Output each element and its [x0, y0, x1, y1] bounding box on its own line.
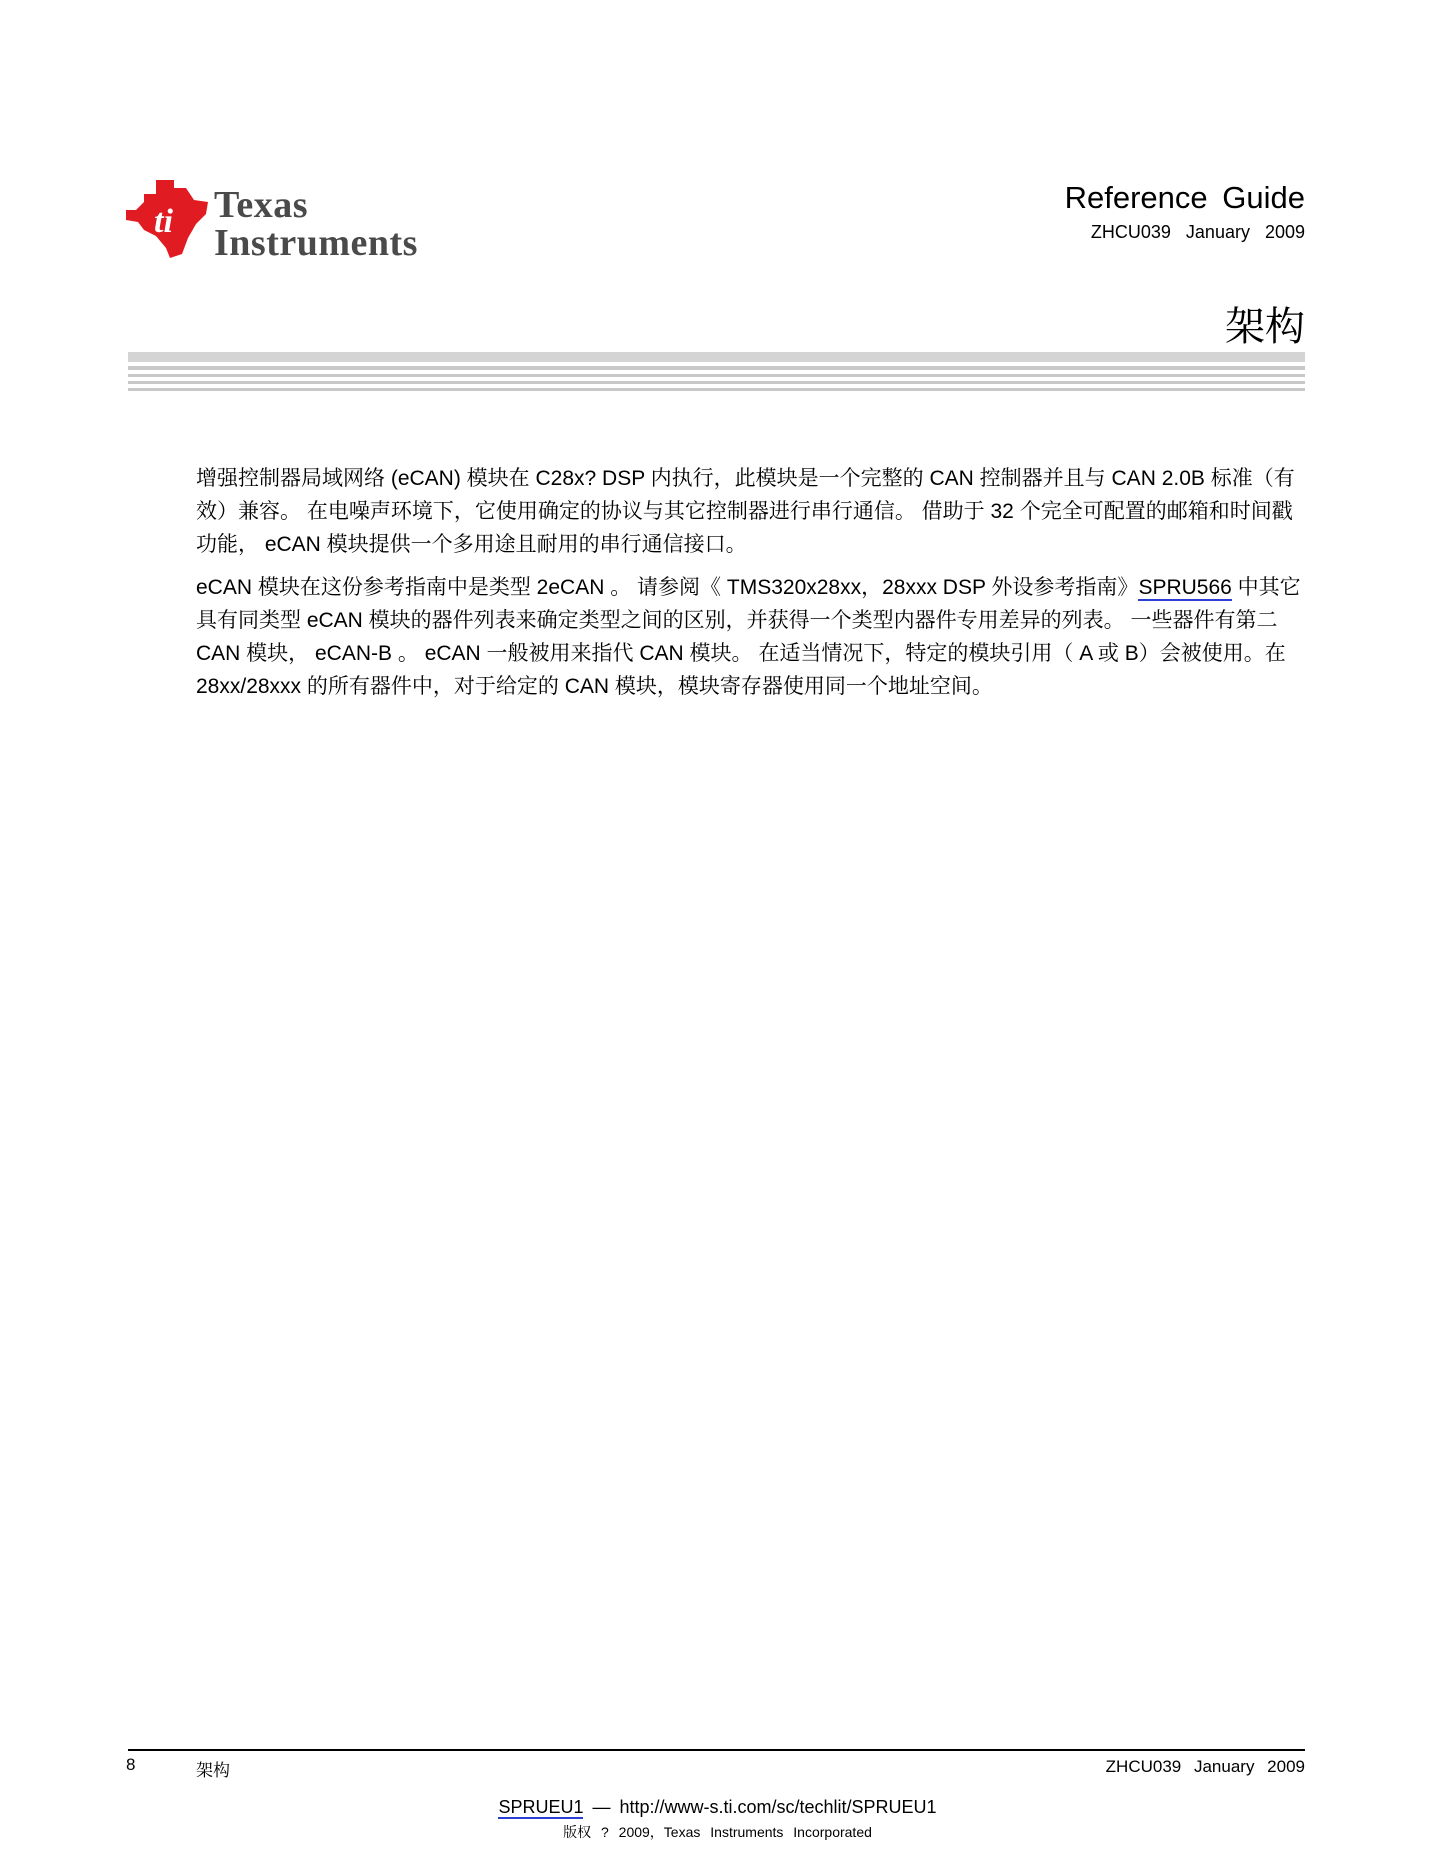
header-rule [128, 352, 1305, 392]
paragraph-text: 中其它具有同类型 eCAN 模块的器件列表来确定类型之间的区别，并获得一个类型内器件专用差异的列表。 一些器件有第二 CAN 模块， eCAN-B 。 eCAN 一般被用来指代 CAN 模块。 在适当情况下，特定的模块引用（ A 或 B）会被使用。在 28xx/28xxx 的所有器件中，对于给定的 CAN 模块，模块寄存器使用同一个地址空间。 [196, 576, 1301, 698]
logo-line1: Texas [214, 184, 309, 226]
logo-wordmark [214, 186, 418, 262]
body-text [196, 462, 1304, 713]
ti-logo [126, 180, 496, 270]
paragraph [196, 571, 1304, 703]
document-type: Reference Guide [1064, 180, 1305, 215]
paragraph-text: eCAN 模块在这份参考指南中是类型 2eCAN 。 请参阅《 TMS320x28xx，28xxx DSP 外设参考指南》 [196, 576, 1139, 599]
footer-document-id: ZHCU039 January 2009 [1105, 1757, 1305, 1776]
page-title: 架构 [1225, 304, 1305, 350]
spru566-link[interactable]: SPRU566 [1138, 576, 1232, 599]
sprueu1-link[interactable]: SPRUEU1 [498, 1797, 584, 1817]
copyright: 版权 ? 2009，Texas Instruments Incorporated [563, 1824, 872, 1840]
page-number: 8 [126, 1755, 136, 1774]
footer-section: 架构 [196, 1761, 230, 1780]
paragraph: 增强控制器局域网络 (eCAN) 模块在 C28x? DSP 内执行，此模块是一个完整的 CAN 控制器并且与 CAN 2.0B 标准（有效）兼容。 在电噪声环境下，它使用确定的协议与其它控制器进行串行通信。 借助于 32 个完全可配置的邮箱和时间戳功能， eCAN 模块提供一个多用途且耐用的串行通信接口。 [196, 467, 1295, 556]
footer-url: — http://www-s.ti.com/sc/techlit/SPRUEU1 [583, 1797, 937, 1817]
footer-rule [128, 1749, 1305, 1751]
logo-line2: Instruments [214, 222, 418, 264]
footer-url-line [0, 1797, 1435, 1818]
ti-state-icon [126, 180, 210, 260]
document-id: ZHCU039 January 2009 [1090, 222, 1305, 242]
svg-text:ti: ti [154, 203, 173, 240]
